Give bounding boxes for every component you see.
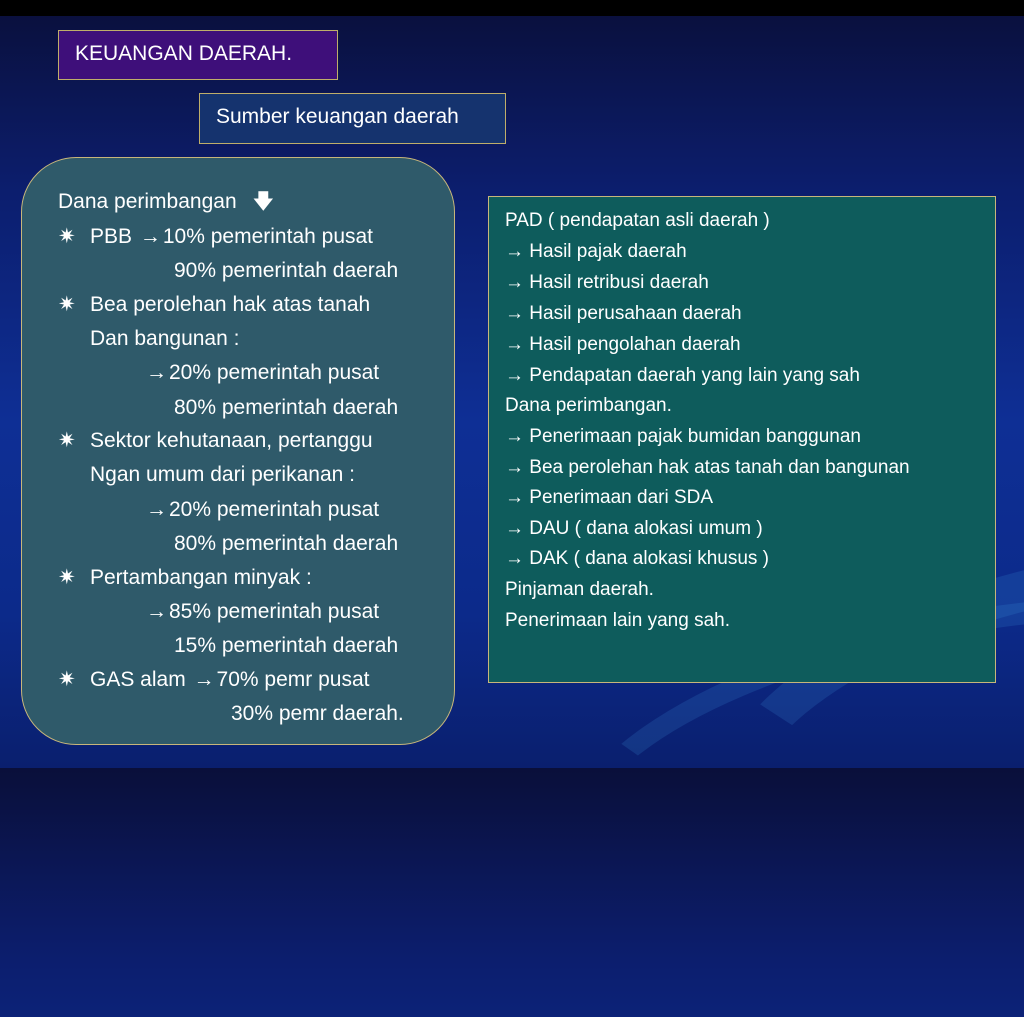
dana-item-text: Bea perolehan hak atas tanah dan bangunan — [529, 457, 910, 478]
pad-item-text: Pendapatan daerah yang lain yang sah — [529, 365, 860, 386]
bullet-icon: ✷ — [58, 429, 76, 452]
left-heading-line — [58, 190, 274, 214]
list-item — [505, 548, 769, 570]
dana-perimbangan-heading: Dana perimbangan — [58, 190, 237, 213]
pinjaman-heading: Pinjaman daerah. — [505, 579, 654, 600]
lain-heading: Penerimaan lain yang sah. — [505, 610, 730, 631]
arrow-icon: → — [139, 225, 161, 248]
arrow-icon: → — [505, 334, 524, 355]
pad-item-text: Hasil pengolahan daerah — [529, 334, 741, 355]
list-item — [505, 272, 709, 294]
tambang-pusat-line — [144, 600, 379, 624]
bullet-icon: ✷ — [58, 566, 76, 589]
arrow-icon: → — [505, 548, 524, 569]
hutan-text-1: Sektor kehutanaan, pertanggu — [90, 429, 373, 452]
list-item — [505, 487, 713, 509]
arrow-icon: → — [505, 303, 524, 324]
gas-daerah: 30% pemr daerah. — [231, 702, 404, 725]
arrow-icon: → — [505, 241, 524, 262]
pbb-line — [58, 225, 373, 249]
dana-item-text: Penerimaan pajak bumidan banggunan — [529, 426, 861, 447]
dana-item-text: Penerimaan dari SDA — [529, 487, 714, 508]
bea-pusat: 20% pemerintah pusat — [169, 361, 380, 384]
arrow-icon: → — [505, 457, 524, 478]
pbb-pusat: 10% pemerintah pusat — [162, 225, 374, 248]
pbb-daerah: 90% pemerintah daerah — [174, 259, 399, 282]
hutan-pusat-line — [144, 498, 379, 522]
arrow-icon: → — [505, 426, 524, 447]
gas-pusat: 70% pemr pusat — [216, 668, 370, 691]
list-item — [505, 334, 741, 356]
arrow-icon: → — [505, 365, 524, 386]
arrow-icon: → — [193, 668, 215, 691]
arrow-icon: → — [505, 518, 524, 539]
bea-line — [58, 293, 370, 317]
slide-subtitle: Sumber keuangan daerah — [199, 93, 506, 144]
arrow-icon: → — [505, 487, 524, 508]
arrow-icon: → — [505, 272, 524, 293]
gas-label: GAS alam — [90, 668, 186, 691]
pad-heading: PAD ( pendapatan asli daerah ) — [505, 210, 770, 231]
list-item — [505, 241, 687, 263]
list-item — [505, 457, 910, 479]
dana-item-text: DAK ( dana alokasi khusus ) — [529, 548, 770, 569]
bea-text-1: Bea perolehan hak atas tanah — [90, 293, 371, 316]
arrow-icon: → — [146, 600, 167, 623]
right-panel — [488, 196, 996, 683]
tambang-daerah: 15% pemerintah daerah — [174, 634, 399, 657]
bea-text-2: Dan bangunan : — [90, 327, 240, 350]
hutan-pusat: 20% pemerintah pusat — [169, 498, 380, 521]
arrow-icon: → — [146, 361, 167, 384]
hutan-text-2: Ngan umum dari perikanan : — [90, 463, 355, 486]
list-item — [505, 303, 742, 325]
tambang-pusat: 85% pemerintah pusat — [169, 600, 380, 623]
dana-item-text: DAU ( dana alokasi umum ) — [529, 518, 763, 539]
bullet-icon: ✷ — [58, 225, 76, 248]
dana-heading: Dana perimbangan. — [505, 395, 672, 416]
tambang-line — [58, 566, 312, 590]
pad-item-text: Hasil pajak daerah — [529, 241, 687, 262]
arrow-icon: → — [146, 498, 167, 521]
tambang-text: Pertambangan minyak : — [90, 566, 312, 589]
hutan-daerah: 80% pemerintah daerah — [174, 532, 399, 555]
pad-item-text: Hasil perusahaan daerah — [529, 303, 742, 324]
pad-item-text: Hasil retribusi daerah — [529, 272, 709, 293]
list-item — [505, 518, 763, 540]
bea-pusat-line — [144, 361, 379, 385]
down-arrow-icon: 🡇 — [252, 190, 275, 213]
pbb-label: PBB — [90, 225, 133, 248]
gas-line — [58, 668, 369, 692]
bullet-icon: ✷ — [58, 668, 76, 691]
bullet-icon: ✷ — [58, 293, 76, 316]
bea-daerah: 80% pemerintah daerah — [174, 396, 399, 419]
top-bar — [0, 0, 1024, 16]
list-item — [505, 426, 861, 448]
slide-title: KEUANGAN DAERAH. — [58, 30, 338, 80]
list-item — [505, 365, 860, 387]
hutan-line — [58, 429, 373, 453]
